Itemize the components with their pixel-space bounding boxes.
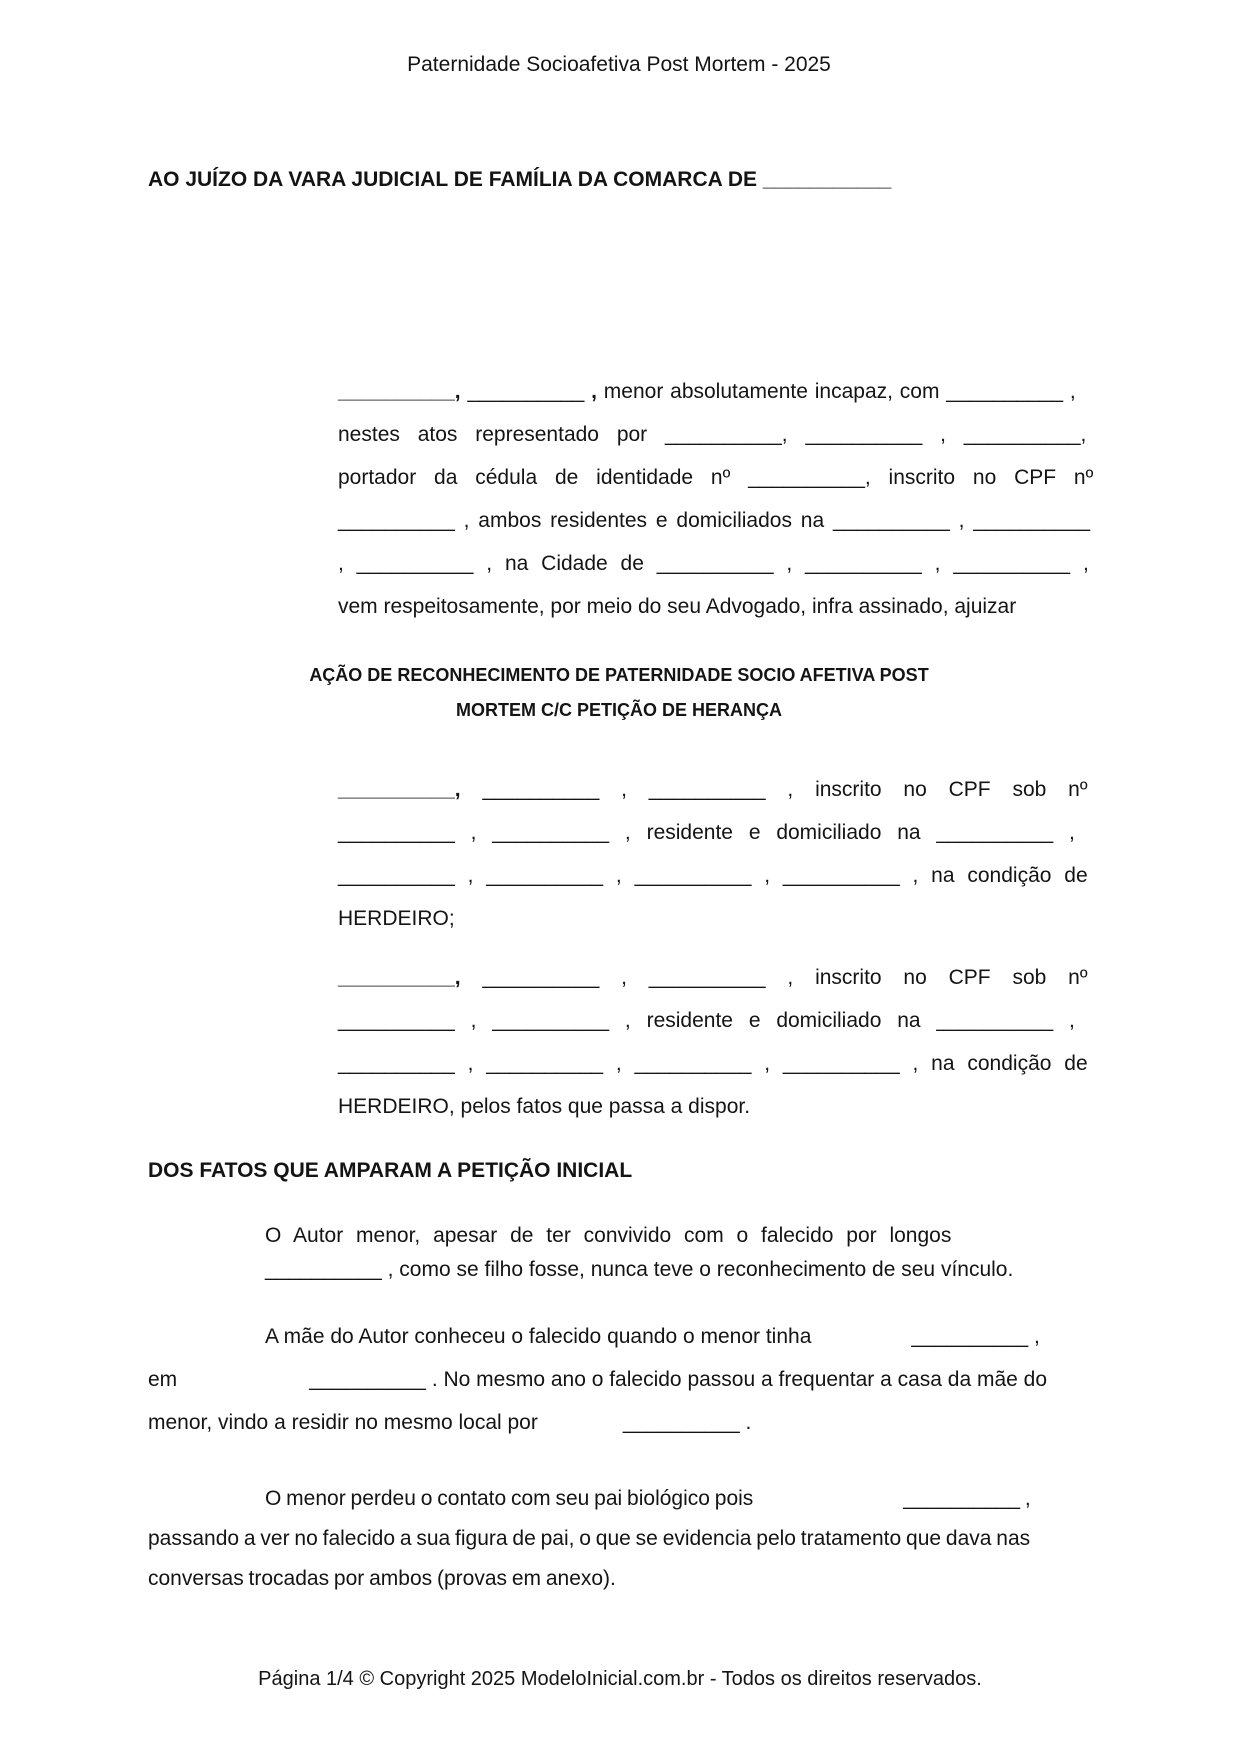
page-title: Paternidade Socioafetiva Post Mortem - 2025 bbox=[407, 53, 831, 76]
heir-2-qualification-line: HERDEIRO, pelos fatos que passa a dispor. bbox=[338, 1095, 751, 1118]
fill-in-blank: __________ . bbox=[622, 1411, 752, 1434]
fact-paragraph-3-line: O menor perdeu o contato com seu pai biológico pois __________ , bbox=[265, 1487, 1031, 1510]
author-qualification-line: portador da cédula de identidade nº __________, inscrito no CPF nº bbox=[338, 466, 1094, 489]
facts-section-heading: DOS FATOS QUE AMPARAM A PETIÇÃO INICIAL bbox=[148, 1159, 633, 1182]
fact-paragraph-1-line: O Autor menor, apesar de ter convivido com o falecido por longos bbox=[265, 1224, 952, 1247]
heir-1-qualification-paragraph bbox=[338, 768, 1090, 940]
fact-paragraph-3-line: passando a ver no falecido a sua figura de pai, o que se evidencia pelo tratamento que dava nas bbox=[148, 1527, 1031, 1550]
heir-1-qualification-line: __________ , __________ , __________ , __________ , na condição de bbox=[338, 864, 1088, 887]
page-footer: Página 1/4 © Copyright 2025 ModeloInicial.com.br - Todos os direitos reservados. bbox=[258, 1668, 982, 1690]
fill-in-blank: __________ . No mesmo ano o falecido passou a frequentar a casa da mãe do bbox=[309, 1368, 1048, 1391]
heir-1-qualification-line: __________ , __________ , residente e domiciliado na __________ , bbox=[338, 821, 1075, 844]
fact-paragraph-3 bbox=[148, 1479, 1090, 1599]
fact-paragraph-2-line: A mãe do Autor conheceu o falecido quando o menor tinha __________ , bbox=[265, 1325, 1040, 1348]
heir-2-qualification-line: __________ , __________ , __________ , __________ , na condição de bbox=[338, 1052, 1088, 1075]
fact-paragraph-3-line: conversas trocadas por ambos (provas em anexo). bbox=[148, 1567, 616, 1590]
fill-in-blank: __________ , bbox=[911, 1325, 1040, 1348]
author-qualification-line: __________, __________ , menor absolutamente incapaz, com __________ , bbox=[338, 380, 1076, 403]
addressing-heading bbox=[148, 167, 1090, 192]
fill-in-gap bbox=[753, 1504, 903, 1505]
fill-in-blank: __________ , bbox=[903, 1487, 1031, 1510]
fill-in-gap bbox=[538, 1428, 623, 1429]
heir-2-qualification-line: __________, __________ , __________ , inscrito no CPF sob nº bbox=[338, 966, 1088, 989]
action-title: AÇÃO DE RECONHECIMENTO DE PATERNIDADE SOCIO AFETIVA POST MORTEM C/C PETIÇÃO DE HERANÇA bbox=[309, 665, 929, 720]
addressing-text: AO JUÍZO DA VARA JUDICIAL DE FAMÍLIA DA COMARCA DE bbox=[148, 168, 758, 191]
heir-1-name-blank-field: __________, bbox=[338, 778, 461, 801]
heir-1-qualification-line: __________, __________ , __________ , inscrito no CPF sob nº bbox=[338, 778, 1088, 801]
heir-2-qualification-line: __________ , __________ , residente e domiciliado na __________ , bbox=[338, 1009, 1075, 1032]
author-name-blank-field: __________, bbox=[338, 380, 461, 403]
fill-in-gap bbox=[177, 1385, 309, 1386]
fact-paragraph-1-line: __________ , como se filho fosse, nunca teve o reconhecimento de seu vínculo. bbox=[265, 1258, 1014, 1281]
fact-paragraph-2 bbox=[148, 1315, 1090, 1444]
fact-paragraph-2-line: menor, vindo a residir no mesmo local por __________ . bbox=[148, 1411, 752, 1434]
fact-paragraph-1 bbox=[265, 1219, 1090, 1287]
author-qualification-line: __________ , ambos residentes e domiciliados na __________ , __________ bbox=[338, 509, 1091, 532]
heir-2-name-blank-field: __________, bbox=[338, 966, 461, 989]
author-qualification-paragraph bbox=[338, 370, 1094, 628]
author-qualification-line: , __________ , na Cidade de __________ , __________ , __________ , bbox=[338, 552, 1089, 575]
author-qualification-line: nestes atos representado por __________, __________ , __________, bbox=[338, 423, 1087, 446]
fact-paragraph-2-line: em __________ . No mesmo ano o falecido passou a frequentar a casa da mãe do bbox=[148, 1368, 1048, 1391]
fill-in-gap bbox=[811, 1342, 911, 1343]
heir-1-qualification-line: HERDEIRO; bbox=[338, 907, 455, 930]
author-qualification-line: vem respeitosamente, por meio do seu Advogado, infra assinado, ajuizar bbox=[338, 595, 1017, 618]
comarca-blank-field: ___________ bbox=[757, 168, 892, 191]
heir-2-qualification-paragraph bbox=[338, 956, 1090, 1128]
